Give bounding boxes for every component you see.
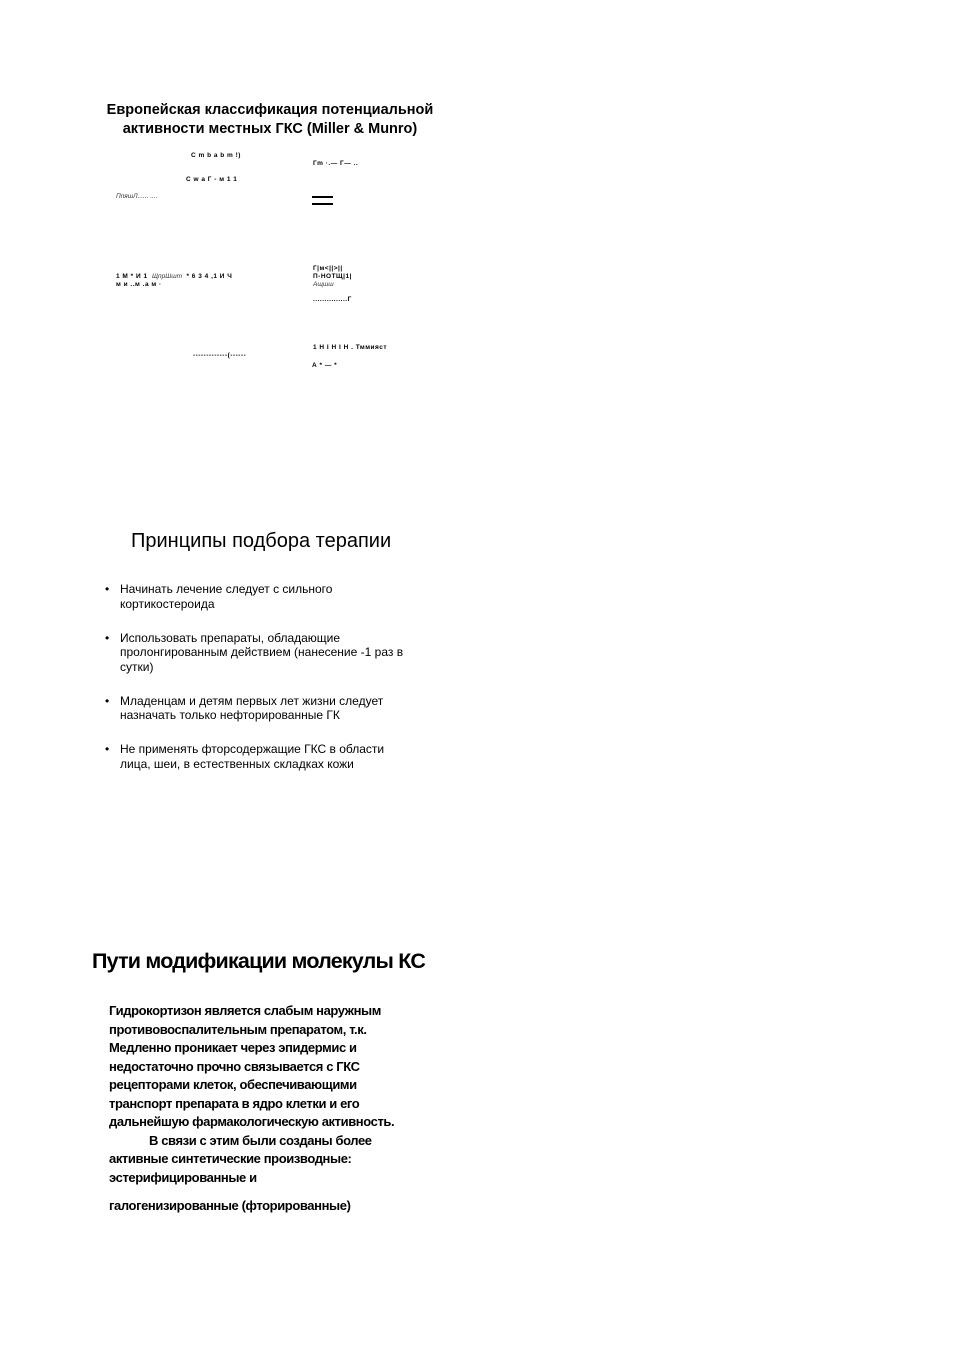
body-line: транспорт препарата в ядро клетки и его (109, 1095, 360, 1111)
table-garbled-text: Ащшш (313, 281, 334, 288)
table-garbled-text: Г|м<||>|| (313, 265, 343, 272)
body-line: активные синтетические производные: (109, 1151, 352, 1166)
double-line-mark (312, 196, 333, 207)
body-line: Гидрокортизон является слабым наружным (109, 1003, 381, 1018)
list-item-line: пролонгированным действием (нанесение -1 раз в (120, 645, 404, 659)
body-line: В связи с этим были созданы более (149, 1132, 372, 1148)
list-item (104, 631, 444, 675)
table-garbled-text: 1 Н I Н I Н . Тммияст (313, 344, 388, 351)
table-garbled-text: 1 М * И 1 (116, 273, 148, 280)
body-line: противовоспалительным препаратом, т.к. (109, 1021, 367, 1037)
body-line: Медленно проникает через эпидермис и (109, 1040, 357, 1055)
table-garbled-text: м и ..м .а м · (116, 281, 162, 288)
list-item-line: Не применять фторсодержащие ГКС в области (120, 742, 385, 756)
bullet-icon: • (105, 742, 110, 756)
bullet-icon: • (105, 630, 110, 645)
slide1-title-line1: Европейская классификация потенциальной (106, 102, 434, 118)
list-item-line: сутки) (120, 659, 154, 674)
bullet-icon: • (105, 582, 110, 596)
table-garbled-text: ...............Г (313, 296, 352, 303)
list-item (104, 582, 444, 611)
table-garbled-text: ПпяшЛ...... .... (116, 193, 158, 200)
body-line: галогенизированные (фторированные) (109, 1198, 351, 1213)
slide2-title: Принципы подбора терапии (131, 530, 392, 552)
list-item-line: Младенцам и детям первых лет жизни следует (120, 693, 384, 708)
table-garbled-text: А * — * (312, 362, 338, 369)
slide3-title: Пути модификации молекулы КС (92, 949, 426, 973)
list-item (104, 742, 444, 771)
slide1-title-line2: активности местных ГКС (Miller & Munro) (122, 121, 418, 137)
list-item-line: Начинать лечение следует с сильного (120, 582, 333, 596)
body-line: рецепторами клеток, обеспечивающими (109, 1077, 357, 1092)
table-garbled-text: С w a Г - м 1 1 (186, 176, 238, 183)
table-garbled-text: ЩпрШшт (152, 273, 183, 280)
table-garbled-text: -------------(------ (193, 352, 247, 359)
table-garbled-text: С m b a b m !) (191, 152, 241, 159)
body-line: эстерифицированные и (109, 1169, 257, 1185)
slide1-title (95, 101, 445, 139)
slide3-body (109, 1002, 439, 1216)
list-item-line: кортикостероида (120, 596, 215, 611)
table-garbled-text: * 6 3 4 ,1 И Ч (186, 273, 233, 280)
list-item-line: Использовать препараты, обладающие (120, 630, 341, 645)
table-garbled-text: Гm ·.— Г— .. (313, 160, 359, 167)
list-item (104, 694, 444, 723)
list-item-line: лица, шеи, в естественных складках кожи (120, 756, 354, 771)
body-line: дальнейшую фармакологическую активность. (109, 1114, 395, 1129)
list-item-line: назначать только нефторированные ГК (120, 708, 340, 722)
principles-list (104, 582, 444, 791)
body-line: недостаточно прочно связывается с ГКС (109, 1058, 360, 1074)
bullet-icon: • (105, 693, 110, 708)
table-garbled-text: П-НОТЩ|1| (313, 273, 352, 280)
